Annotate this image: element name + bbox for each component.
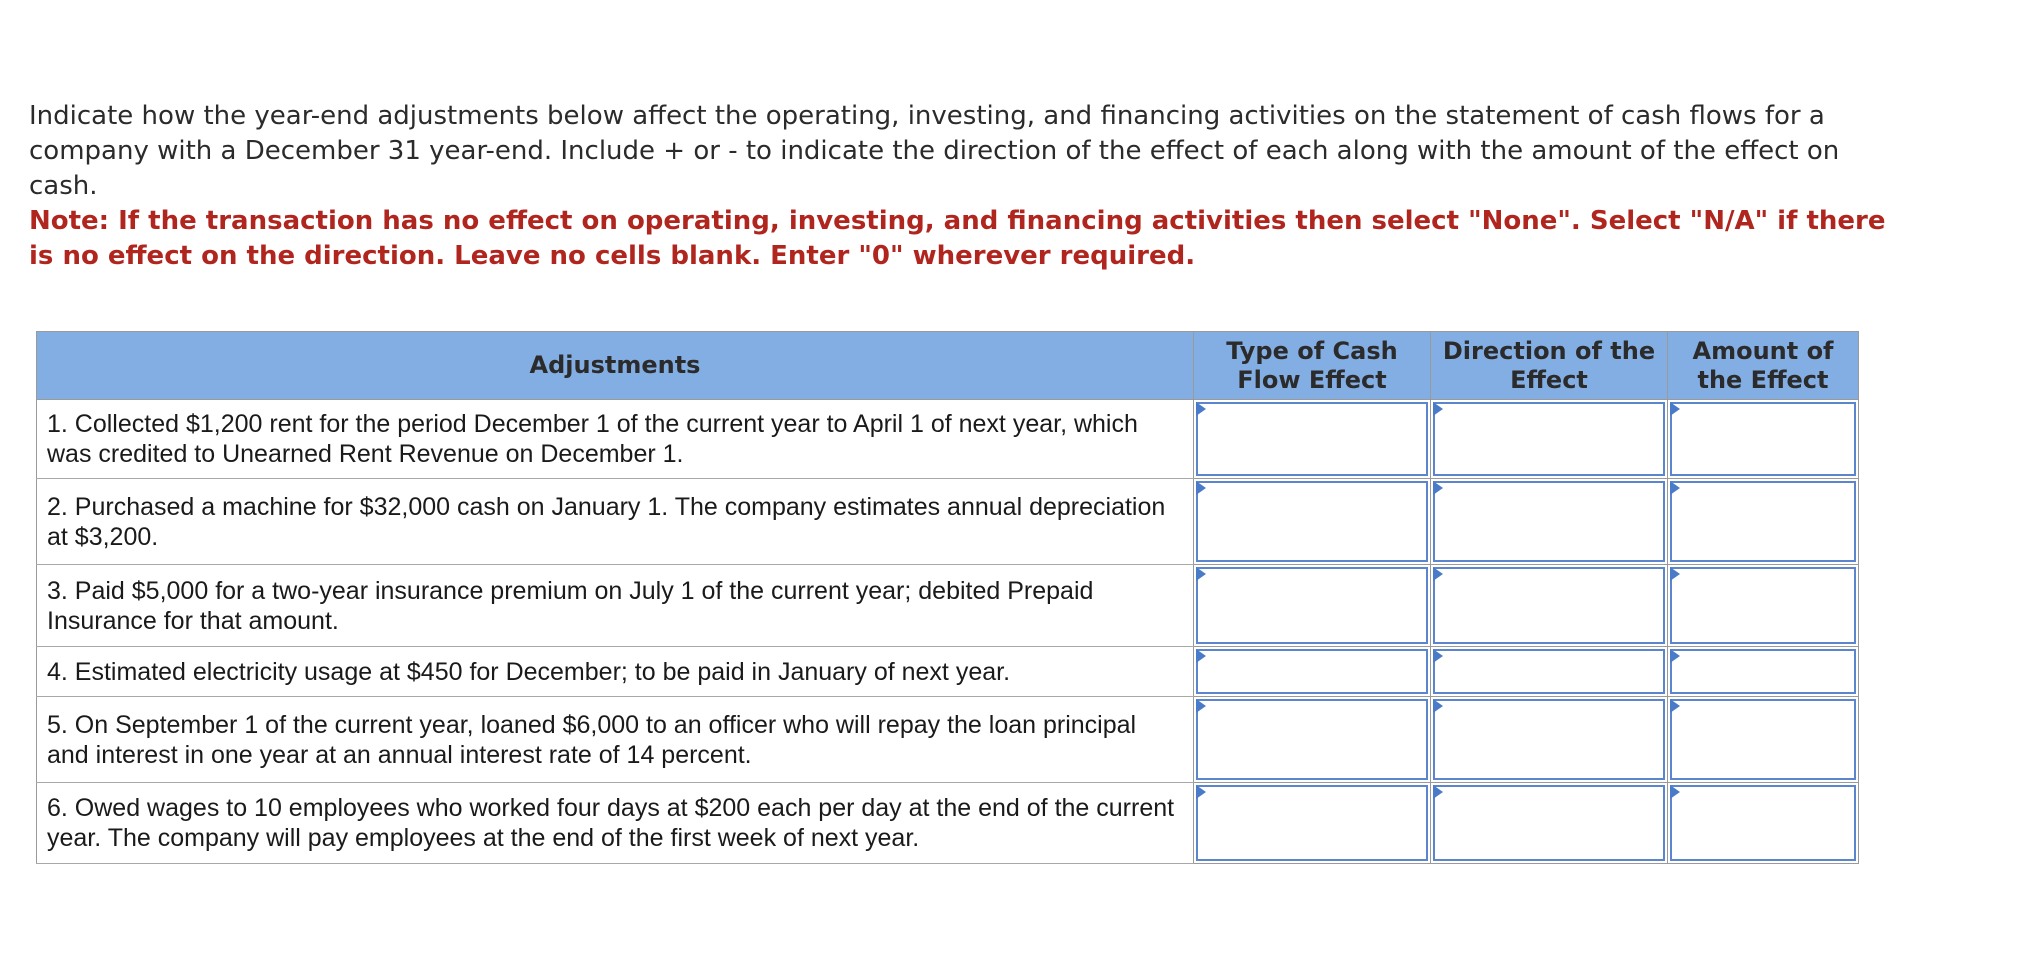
adjustment-description: 5. On September 1 of the current year, loaned $6,000 to an officer who will repay the loan principal and interest in one year at an annual interest rate of 14 percent. [37,697,1194,783]
triangle-right-icon [1196,567,1206,581]
table-row [37,697,1859,783]
adjustment-description: 6. Owed wages to 10 employees who worked four days at $200 each per day at the end of the current year. The company will pay employees at the end of the first week of next year. [37,783,1194,864]
triangle-right-icon [1670,699,1680,713]
triangle-right-icon [1433,567,1443,581]
header-type-of-cash-flow-effect: Type of Cash Flow Effect [1194,332,1431,400]
amount-input-box[interactable] [1670,649,1856,694]
direction-dropdown-box[interactable] [1433,649,1665,694]
header-direction-of-effect: Direction of the Effect [1431,332,1668,400]
type-dropdown-box[interactable] [1196,481,1428,562]
amount-input-box[interactable] [1670,699,1856,780]
triangle-right-icon [1196,481,1206,495]
type-dropdown-box[interactable] [1196,402,1428,476]
triangle-right-icon [1433,785,1443,799]
direction-dropdown-box[interactable] [1433,699,1665,780]
direction-dropdown-box[interactable] [1433,785,1665,861]
header-adjustments: Adjustments [37,332,1194,400]
triangle-right-icon [1670,567,1680,581]
type-dropdown-box[interactable] [1196,567,1428,644]
type-dropdown-box[interactable] [1196,699,1428,780]
amount-input[interactable] [1668,647,1859,697]
amount-input[interactable] [1668,479,1859,565]
direction-dropdown[interactable] [1431,647,1668,697]
adjustment-description: 4. Estimated electricity usage at $450 for December; to be paid in January of next year. [37,647,1194,697]
triangle-right-icon [1433,402,1443,416]
instructions [29,99,1909,274]
adjustment-description: 2. Purchased a machine for $32,000 cash on January 1. The company estimates annual depreciation at $3,200. [37,479,1194,565]
adjustment-description: 1. Collected $1,200 rent for the period December 1 of the current year to April 1 of next year, which was credited to Unearned Rent Revenue on December 1. [37,400,1194,479]
amount-input-box[interactable] [1670,481,1856,562]
type-dropdown[interactable] [1194,400,1431,479]
triangle-right-icon [1196,699,1206,713]
amount-input-box[interactable] [1670,567,1856,644]
triangle-right-icon [1433,699,1443,713]
table-row [37,565,1859,647]
triangle-right-icon [1670,402,1680,416]
instructions-text: Indicate how the year-end adjustments below affect the operating, investing, and financing activities on the statement of cash flows for a company with a December 31 year-end. Include + or - to indicate the direction of the effect of each along with the amount of the effect on cash. [29,101,1840,201]
amount-input[interactable] [1668,400,1859,479]
triangle-right-icon [1670,481,1680,495]
direction-dropdown[interactable] [1431,697,1668,783]
direction-dropdown-box[interactable] [1433,567,1665,644]
amount-input[interactable] [1668,697,1859,783]
triangle-right-icon [1196,785,1206,799]
amount-input-box[interactable] [1670,402,1856,476]
table-header-row [37,332,1859,400]
instructions-note: Note: If the transaction has no effect on operating, investing, and financing activities then select "None". Select "N/A" if there is no effect on the direction. Leave no cells blank. Enter "0" wherever required. [29,206,1886,271]
type-dropdown[interactable] [1194,479,1431,565]
type-dropdown[interactable] [1194,647,1431,697]
type-dropdown[interactable] [1194,783,1431,864]
type-dropdown[interactable] [1194,565,1431,647]
amount-input-box[interactable] [1670,785,1856,861]
direction-dropdown-box[interactable] [1433,481,1665,562]
triangle-right-icon [1433,481,1443,495]
amount-input[interactable] [1668,783,1859,864]
direction-dropdown[interactable] [1431,783,1668,864]
adjustments-table [36,331,1859,864]
header-amount-of-effect: Amount of the Effect [1668,332,1859,400]
direction-dropdown[interactable] [1431,565,1668,647]
type-dropdown-box[interactable] [1196,649,1428,694]
adjustment-description: 3. Paid $5,000 for a two-year insurance premium on July 1 of the current year; debited Prepaid Insurance for that amount. [37,565,1194,647]
table-row [37,400,1859,479]
amount-input[interactable] [1668,565,1859,647]
direction-dropdown[interactable] [1431,479,1668,565]
table-row [37,783,1859,864]
table-row [37,647,1859,697]
triangle-right-icon [1196,402,1206,416]
type-dropdown[interactable] [1194,697,1431,783]
triangle-right-icon [1670,649,1680,663]
triangle-right-icon [1670,785,1680,799]
direction-dropdown-box[interactable] [1433,402,1665,476]
triangle-right-icon [1433,649,1443,663]
type-dropdown-box[interactable] [1196,785,1428,861]
table-row [37,479,1859,565]
triangle-right-icon [1196,649,1206,663]
direction-dropdown[interactable] [1431,400,1668,479]
